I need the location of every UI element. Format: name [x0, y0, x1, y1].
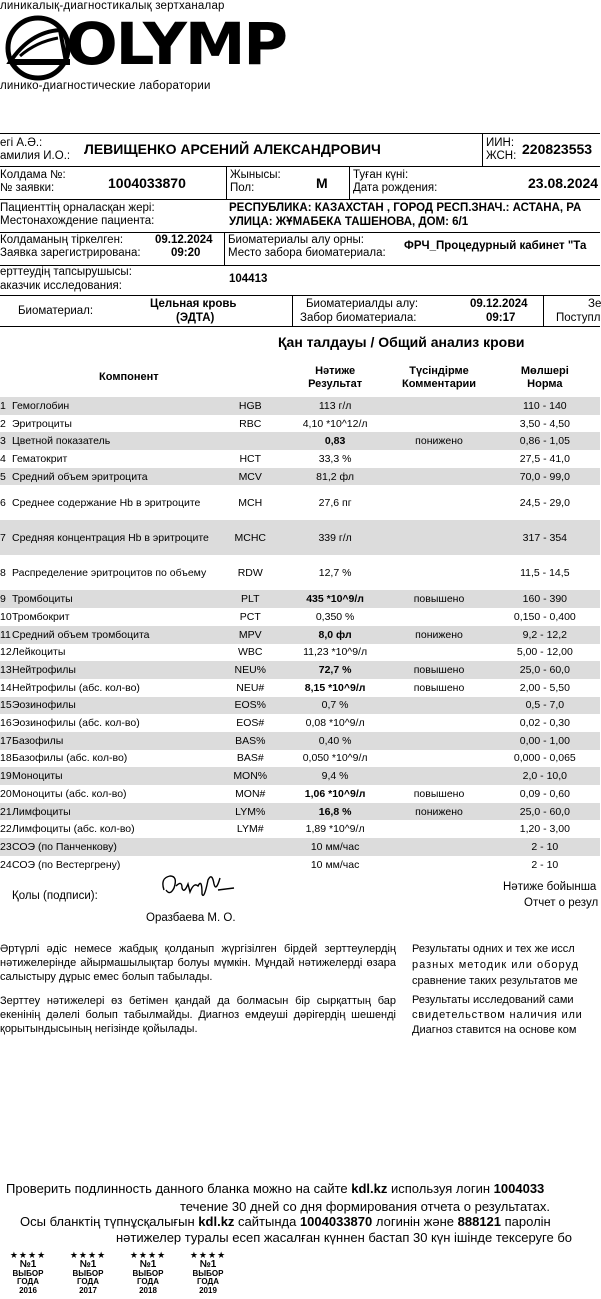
- component-name: Моноциты: [12, 767, 219, 785]
- result-value: 0,7 %: [282, 697, 389, 715]
- name-label-kz: егі А.Ә.:: [0, 137, 43, 149]
- table-row: [0, 767, 600, 785]
- table-row: [0, 803, 600, 821]
- sex-label-kz: Жынысы:: [230, 169, 281, 181]
- row-number: 4: [0, 452, 6, 465]
- comment-value: понижено: [388, 803, 489, 821]
- component-code: NEU#: [236, 681, 265, 694]
- component-code: BAS%: [219, 732, 282, 750]
- table-row: [0, 626, 600, 644]
- result-value: 81,2 фл: [282, 468, 389, 486]
- footer-line-2: течение 30 дней со дня формирования отчета о результатах.: [180, 1199, 551, 1214]
- result-note-ru: Отчет о резул: [524, 897, 599, 909]
- table-row: [0, 468, 600, 486]
- norm-range: 70,0 - 99,0: [490, 468, 600, 486]
- location-line-2: УЛИЦА: ЖҰМАБЕКА ТАШЕНОВА, ДОМ: 6/1: [229, 216, 469, 228]
- received-label-ru: Поступл: [556, 312, 601, 324]
- component-name: Гематокрит: [11, 452, 68, 465]
- comment-value: [388, 450, 489, 468]
- norm-range: 0,150 - 0,400: [513, 610, 576, 623]
- patient-name: ЛЕВИЩЕНКО АРСЕНИЙ АЛЕКСАНДРОВИЧ: [84, 141, 381, 157]
- component-name: Тромбоциты: [12, 590, 219, 608]
- table-row: [0, 856, 600, 874]
- take-time: 09:17: [486, 312, 516, 324]
- component-name: Распределение эритроцитов по объему: [11, 566, 207, 579]
- dob-label-kz: Туған күні:: [353, 169, 409, 181]
- award-badge: ★★★★ №1 ВЫБОР ГОДА 2018: [120, 1251, 176, 1299]
- comment-value: повышено: [413, 681, 465, 694]
- norm-range: 1,20 - 3,00: [519, 823, 570, 836]
- comment-value: [388, 767, 489, 785]
- row-number: 6: [0, 496, 6, 509]
- note-ru-1c: сравнение таких результатов ме: [412, 975, 578, 987]
- iin-label-ru: ЖСН:: [486, 150, 517, 162]
- row-number: 20: [0, 787, 12, 800]
- iin-label-kz: ИИН:: [486, 137, 515, 149]
- col-comment: Түсіндірме Комментарии: [401, 364, 477, 390]
- component-code: PLT: [219, 590, 282, 608]
- result-value: 0,350 %: [315, 610, 355, 623]
- table-row: [0, 432, 600, 450]
- norm-range: 0,00 - 1,00: [490, 732, 600, 750]
- component-name: Эритроциты: [11, 417, 72, 430]
- comment-value: [388, 820, 489, 838]
- component-name: Нейтрофилы (абс. кол-во): [11, 681, 140, 694]
- table-row: [0, 644, 600, 662]
- comment-value: понижено: [388, 432, 489, 450]
- norm-range: 25,0 - 60,0: [490, 803, 600, 821]
- row-number: 18: [0, 752, 12, 765]
- comment-value: [388, 397, 489, 415]
- award-stars-icon: ★★★★: [189, 1250, 227, 1260]
- comment-value: повышено: [388, 590, 489, 608]
- table-row: [0, 714, 600, 732]
- logo-text: OLYMP: [66, 10, 286, 78]
- comment-value: понижено: [388, 626, 489, 644]
- olymp-logo: [0, 10, 286, 82]
- norm-range: 0,000 - 0,065: [513, 752, 576, 765]
- result-value: 1,89 *10^9/л: [305, 823, 365, 836]
- results-table: [0, 358, 600, 873]
- norm-range: 9,2 - 12,2: [490, 626, 600, 644]
- component-code: MCHC: [219, 520, 282, 555]
- norm-range: 25,0 - 60,0: [490, 661, 600, 679]
- signer-name: Оразбаева М. О.: [146, 912, 236, 924]
- note-ru-2b: свидетельством наличия или: [412, 1009, 583, 1021]
- customer-label-kz: ерттеудің тапсырушысы:: [0, 266, 132, 278]
- component-name: Эозинофилы: [12, 697, 219, 715]
- row-number: 15: [0, 697, 12, 715]
- comment-value: [388, 856, 489, 874]
- comment-value: [388, 555, 489, 590]
- place-label-ru: Место забора биоматериала:: [228, 247, 386, 259]
- result-value: 435 *10^9/л: [282, 590, 389, 608]
- component-name: Среднее содержание Hb в эритроците: [11, 496, 201, 509]
- note-kz-2: Зерттеу нәтижелері өз бетімен қандай да болмасын бір сырқаттың бар екенінің дәлелі болып табылмайды. Диагноз емдеуші дәрігердің шешенді қорытындысының негізінде қойылады.: [0, 995, 396, 1035]
- component-name: Моноциты (абс. кол-во): [11, 787, 127, 800]
- site-link[interactable]: kdl.kz: [351, 1181, 388, 1196]
- award-stars-icon: ★★★★: [69, 1250, 107, 1260]
- award-badge: ★★★★ №1 ВЫБОР ГОДА 2016: [0, 1251, 56, 1299]
- row-number: 11: [0, 626, 12, 644]
- award-badge: ★★★★ №1 ВЫБОР ГОДА 2017: [60, 1251, 116, 1299]
- collection-place: ФРЧ_Процедурный кабинет "Та: [404, 240, 587, 252]
- received-label-kz: Зе: [588, 298, 601, 310]
- row-number: 14: [0, 681, 12, 694]
- result-value: 8,0 фл: [282, 626, 389, 644]
- component-name: Тромбокрит: [11, 610, 70, 623]
- component-code: RDW: [237, 566, 263, 579]
- patient-iin: 220823553: [522, 141, 593, 157]
- award-stars-icon: ★★★★: [9, 1250, 47, 1260]
- component-name: СОЭ (по Панченкову): [12, 838, 219, 856]
- component-name: Цветной показатель: [12, 432, 219, 450]
- place-label-kz: Биоматериалы алу орны:: [228, 234, 364, 246]
- result-value: 10 мм/час: [282, 838, 389, 856]
- row-number: 12: [0, 646, 12, 659]
- row-number: 22: [0, 823, 12, 836]
- comment-value: [388, 732, 489, 750]
- result-value: 0,40 %: [282, 732, 389, 750]
- site-link-kz[interactable]: kdl.kz: [198, 1214, 235, 1229]
- row-number: 19: [0, 767, 12, 785]
- row-number: 7: [0, 520, 12, 555]
- note-ru-2c: Диагноз ставится на основе ком: [412, 1024, 577, 1036]
- col-result: Нәтиже Результат: [308, 364, 363, 390]
- result-value: 4,10 *10^12/л: [302, 417, 368, 430]
- norm-range: 317 - 354: [490, 520, 600, 555]
- result-value: 0,050 *10^9/л: [302, 752, 368, 765]
- order-label-kz: Колдама №:: [0, 169, 66, 181]
- result-value: 339 г/л: [282, 520, 389, 555]
- row-number: 13: [0, 661, 12, 679]
- component-name: Базофилы: [12, 732, 219, 750]
- component-code: WBC: [237, 646, 263, 659]
- reg-time: 09:20: [171, 247, 201, 259]
- result-value: 8,15 *10^9/л: [304, 681, 366, 694]
- take-label-kz: Биоматериалды алу:: [306, 298, 419, 310]
- footer-line-1: Проверить подлинность данного бланка можно на сайте kdl.kz используя логин 1004033: [6, 1181, 545, 1196]
- note-ru-1a: Результаты одних и тех же иссл: [412, 943, 575, 955]
- table-row: [0, 661, 600, 679]
- report-title: Қан талдауы / Общий анализ крови: [278, 334, 525, 350]
- component-name: Лимфоциты (абс. кол-во): [11, 823, 135, 836]
- biomaterial-value-1: Цельная кровь: [150, 298, 237, 310]
- row-number: 8: [0, 566, 6, 579]
- row-number: 2: [0, 417, 6, 430]
- norm-range: 110 - 140: [490, 397, 600, 415]
- row-number: 10: [0, 610, 12, 623]
- table-row: [0, 450, 600, 468]
- result-value: 1,06 *10^9/л: [304, 787, 366, 800]
- comment-value: повышено: [388, 661, 489, 679]
- col-component: Компонент: [99, 371, 159, 383]
- result-value: 27,6 пг: [318, 496, 352, 509]
- table-row: [0, 697, 600, 715]
- location-label-ru: Местонахождение пациента:: [0, 215, 155, 227]
- component-code: [219, 838, 282, 856]
- component-code: MON#: [235, 787, 266, 800]
- table-row: [0, 397, 600, 415]
- patient-dob: 23.08.2024: [528, 175, 599, 191]
- table-row: [0, 555, 600, 590]
- component-code: MON%: [219, 767, 282, 785]
- component-name: Лимфоциты: [12, 803, 219, 821]
- table-row: [0, 820, 600, 838]
- award-stars-icon: ★★★★: [129, 1250, 167, 1260]
- norm-range: 0,5 - 7,0: [490, 697, 600, 715]
- name-label-ru: амилия И.О.:: [0, 150, 71, 162]
- component-code: PCT: [239, 610, 261, 623]
- result-value: 0,08 *10^9/л: [305, 717, 365, 730]
- table-row: [0, 785, 600, 803]
- customer-code: 104413: [229, 273, 268, 285]
- table-header-row: [0, 358, 600, 397]
- table-row: [0, 679, 600, 697]
- result-value: 113 г/л: [282, 397, 389, 415]
- dob-label-ru: Дата рождения:: [353, 182, 438, 194]
- norm-range: 0,09 - 0,60: [519, 787, 570, 800]
- reg-date: 09.12.2024: [155, 234, 213, 246]
- order-number: 1004033870: [108, 175, 186, 191]
- row-number: 24: [0, 858, 12, 871]
- note-ru-2a: Результаты исследований сами: [412, 994, 574, 1006]
- norm-range: 0,86 - 1,05: [490, 432, 600, 450]
- comment-value: [388, 608, 489, 626]
- biomaterial-label: Биоматериал:: [18, 305, 94, 317]
- component-code: MPV: [219, 626, 282, 644]
- customer-label-ru: аказчик исследования:: [0, 280, 122, 292]
- component-code: LYM#: [236, 823, 264, 836]
- footer-line-3: Осы бланктің түпнұсқалығын kdl.kz сайтында 1004033870 логинін және 888121 паролін: [20, 1214, 551, 1229]
- row-number: 3: [0, 432, 12, 450]
- take-date: 09.12.2024: [470, 298, 528, 310]
- row-number: 9: [0, 590, 12, 608]
- component-code: MCH: [238, 496, 263, 509]
- comment-value: [388, 714, 489, 732]
- reg-label-ru: Заявка зарегистрирована:: [0, 247, 141, 259]
- component-name: Средний объем тромбоцита: [12, 626, 219, 644]
- result-value: 16,8 %: [282, 803, 389, 821]
- row-number: 23: [0, 838, 12, 856]
- col-norm: Мөлшері Норма: [520, 364, 569, 390]
- comment-value: [388, 468, 489, 486]
- component-code: LYM%: [219, 803, 282, 821]
- patient-sex: М: [316, 175, 328, 191]
- component-name: Лейкоциты: [11, 646, 66, 659]
- component-code: MCV: [219, 468, 282, 486]
- result-value: 9,4 %: [282, 767, 389, 785]
- row-number: 21: [0, 803, 12, 821]
- norm-range: 2 - 10: [531, 858, 559, 871]
- take-label-ru: Забор биоматериала:: [300, 312, 417, 324]
- component-code: [219, 432, 282, 450]
- norm-range: 3,50 - 4,50: [519, 417, 570, 430]
- row-number: 16: [0, 717, 12, 730]
- component-name: Нейтрофилы: [12, 661, 219, 679]
- component-code: HCT: [239, 452, 262, 465]
- norm-range: 2 - 10: [490, 838, 600, 856]
- order-label-ru: № заявки:: [0, 182, 55, 194]
- result-value: 72,7 %: [282, 661, 389, 679]
- award-badge: ★★★★ №1 ВЫБОР ГОДА 2019: [180, 1251, 236, 1299]
- org-name-kz: линикалық-диагностикалық зертханалар: [0, 0, 225, 12]
- table-row: [0, 608, 600, 626]
- note-kz-1: Әртүрлі әдіс немесе жабдық қолданып жүргізілген бірдей зерттеулердің нәтижелерінде айырмашылықтар болуы мүмкін. Мұндай нәтижелерді өзара салыстыру дұрыс емес болып табылады.: [0, 943, 396, 983]
- norm-range: 2,00 - 5,50: [519, 681, 570, 694]
- comment-value: [388, 697, 489, 715]
- table-row: [0, 838, 600, 856]
- norm-range: 2,0 - 10,0: [490, 767, 600, 785]
- location-line-1: РЕСПУБЛИКА: КАЗАХСТАН , ГОРОД РЕСП.ЗНАЧ.: АСТАНА, РА: [229, 202, 582, 214]
- component-code: BAS#: [236, 752, 264, 765]
- comment-value: [388, 520, 489, 555]
- footer-line-4: нәтижелер туралы есеп жасалған күннен бастап 30 күн ішінде тексеруге бо: [116, 1230, 573, 1245]
- reg-label-kz: Колдаманың тіркелген:: [0, 234, 124, 246]
- signature-label: Қолы (подписи):: [12, 890, 98, 902]
- comment-value: [388, 415, 489, 433]
- comment-value: [388, 838, 489, 856]
- result-value: 12,7 %: [318, 566, 352, 579]
- norm-range: 0,02 - 0,30: [519, 717, 570, 730]
- org-name-ru: линико-диагностические лаборатории: [0, 80, 211, 92]
- table-row: [0, 415, 600, 433]
- component-name: СОЭ (по Вестергрену): [11, 858, 121, 871]
- component-code: RBC: [239, 417, 262, 430]
- result-value: 10 мм/час: [310, 858, 360, 871]
- result-note-kz: Нәтиже бойынша: [503, 881, 597, 893]
- table-row: [0, 485, 600, 520]
- norm-range: 11,5 - 14,5: [520, 566, 570, 579]
- comment-value: [388, 750, 489, 768]
- result-value: 33,3 %: [318, 452, 352, 465]
- comment-value: [388, 485, 489, 520]
- table-row: [0, 590, 600, 608]
- component-code: NEU%: [219, 661, 282, 679]
- result-value: 11,23 *10^9/л: [303, 646, 368, 659]
- component-code: HGB: [219, 397, 282, 415]
- biomaterial-value-2: (ЭДТА): [176, 312, 215, 324]
- table-row: [0, 520, 600, 555]
- component-code: EOS%: [219, 697, 282, 715]
- component-name: Средний объем эритроцита: [12, 468, 219, 486]
- row-number: 1: [0, 397, 12, 415]
- component-code: EOS#: [236, 717, 265, 730]
- table-row: [0, 750, 600, 768]
- sex-label-ru: Пол:: [230, 182, 255, 194]
- table-row: [0, 732, 600, 750]
- component-name: Средняя концентрация Hb в эритроците: [12, 520, 219, 555]
- norm-range: 24,5 - 29,0: [519, 496, 570, 509]
- result-value: 0,83: [282, 432, 389, 450]
- comment-value: повышено: [413, 787, 465, 800]
- component-name: Базофилы (абс. кол-во): [11, 752, 128, 765]
- norm-range: 27,5 - 41,0: [519, 452, 570, 465]
- component-name: Эозинофилы (абс. кол-во): [11, 717, 140, 730]
- note-ru-1b: разных методик или оборуд: [412, 959, 580, 971]
- signature-icon: [158, 868, 238, 908]
- row-number: 17: [0, 732, 12, 750]
- component-name: Гемоглобин: [12, 397, 219, 415]
- norm-range: 160 - 390: [490, 590, 600, 608]
- norm-range: 5,00 - 12,00: [516, 646, 573, 659]
- location-label-kz: Пациенттің орналасқан жері:: [0, 202, 155, 214]
- row-number: 5: [0, 468, 12, 486]
- comment-value: [388, 644, 489, 662]
